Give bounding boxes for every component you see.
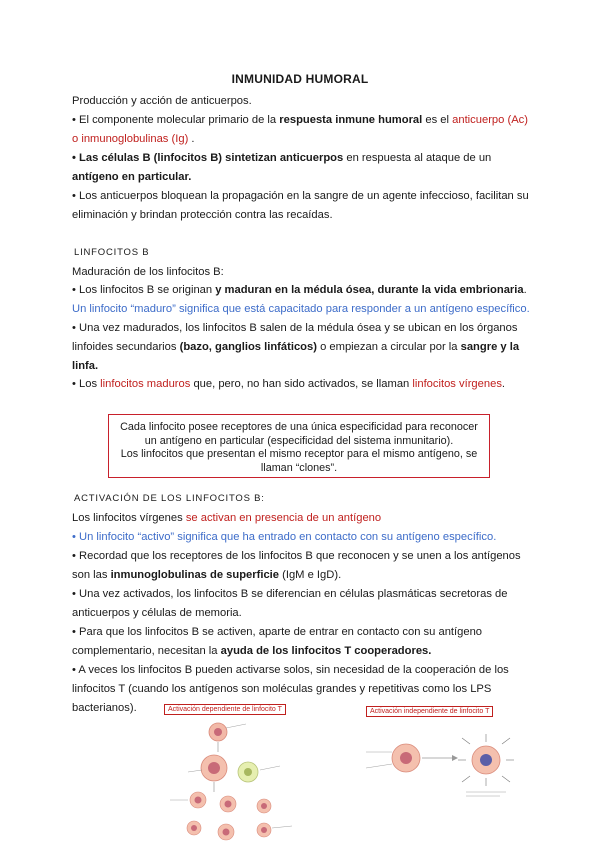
callout-line-3: Los linfocitos que presentan el mismo receptor para el mismo antígeno, se xyxy=(120,448,478,460)
linfocitos-subtitle: Maduración de los linfocitos B: xyxy=(72,266,224,278)
linfocitos-bullet-2: • Una vez madurados, los linfocitos B salen de la médula ósea y se ubican en los órganos linfoides secundarios (bazo, ganglios linfáticos) o empiezan a circular por la sangre y la linfa. xyxy=(72,322,520,372)
callout-line-1: Cada linfocito posee receptores de una única especificidad para reconocer xyxy=(120,421,478,433)
page-title: INMUNIDAD HUMORAL xyxy=(231,72,369,86)
callout-line-4: llaman “clones”. xyxy=(260,461,338,474)
intro-bullet-1: • El componente molecular primario de la respuesta inmune humoral es el anticuerpo (Ac) o inmunoglobulinas (Ig) . xyxy=(72,114,528,145)
linfocitos-bullet-1: • Los linfocitos B se originan y maduran en la médula ósea, durante la vida embrionaria. xyxy=(72,284,527,296)
section-heading-linfocitos: LINFOCITOS B xyxy=(74,247,150,258)
activacion-bullet-diferencian: • Una vez activados, los linfocitos B se diferencian en células plasmáticas secretoras de anticuerpos y células de memoria. xyxy=(72,588,508,619)
activacion-bullet-receptores: • Recordad que los receptores de los linfocitos B que reconocen y se unen a los antígenos son las inmunoglobulinas de superficie (IgM e IgD). xyxy=(72,550,521,581)
figure-label-independiente: Activación independiente de linfocito T xyxy=(366,706,493,717)
intro-subtitle: Producción y acción de anticuerpos. xyxy=(72,95,252,107)
activacion-intro: Los linfocitos vírgenes se activan en presencia de un antígeno xyxy=(72,512,382,524)
activacion-bullet-cooperadores: • Para que los linfocitos B se activen, aparte de entrar en contacto con su antígeno complementario, necesitan la ayuda de los linfocitos T cooperadores. xyxy=(72,626,483,657)
activacion-bullet-independiente: • A veces los linfocitos B pueden activarse solos, sin necesidad de la cooperación de los linfocitos T (cuando los antígenos son moléculas grandes y repetitivas como los LPS bacterianos). xyxy=(72,664,509,714)
intro-bullet-3: • Los anticuerpos bloquean la propagación en la sangre de un agente infeccioso, facilitan su eliminación y brindan protección contra las recaídas. xyxy=(72,190,529,221)
intro-bullet-2: • Las células B (linfocitos B) sintetizan anticuerpos en respuesta al ataque de un antígeno en particular. xyxy=(72,152,492,183)
activated-b-cell xyxy=(458,734,514,786)
figure-t-independent-diagram xyxy=(366,722,526,802)
figure-t-dependent-diagram xyxy=(168,720,306,846)
section-heading-activacion: ACTIVACIÓN DE LOS LINFOCITOS B: xyxy=(74,493,265,504)
clones-callout-box xyxy=(108,414,490,478)
callout-line-2: un antígeno en particular (especificidad del sistema inmunitario). xyxy=(144,434,454,447)
figure-label-dependiente: Activación dependiente de linfocito T xyxy=(164,704,286,715)
linfocitos-bullet-3: • Los linfocitos maduros que, pero, no han sido activados, se llaman linfocitos vírgenes. xyxy=(72,378,506,390)
linfocitos-maduro-note: Un linfocito “maduro” significa que está capacitado para responder a un antígeno específico. xyxy=(72,303,530,315)
activacion-activo-note: • Un linfocito “activo” significa que ha entrado en contacto con su antígeno específico. xyxy=(72,531,497,543)
